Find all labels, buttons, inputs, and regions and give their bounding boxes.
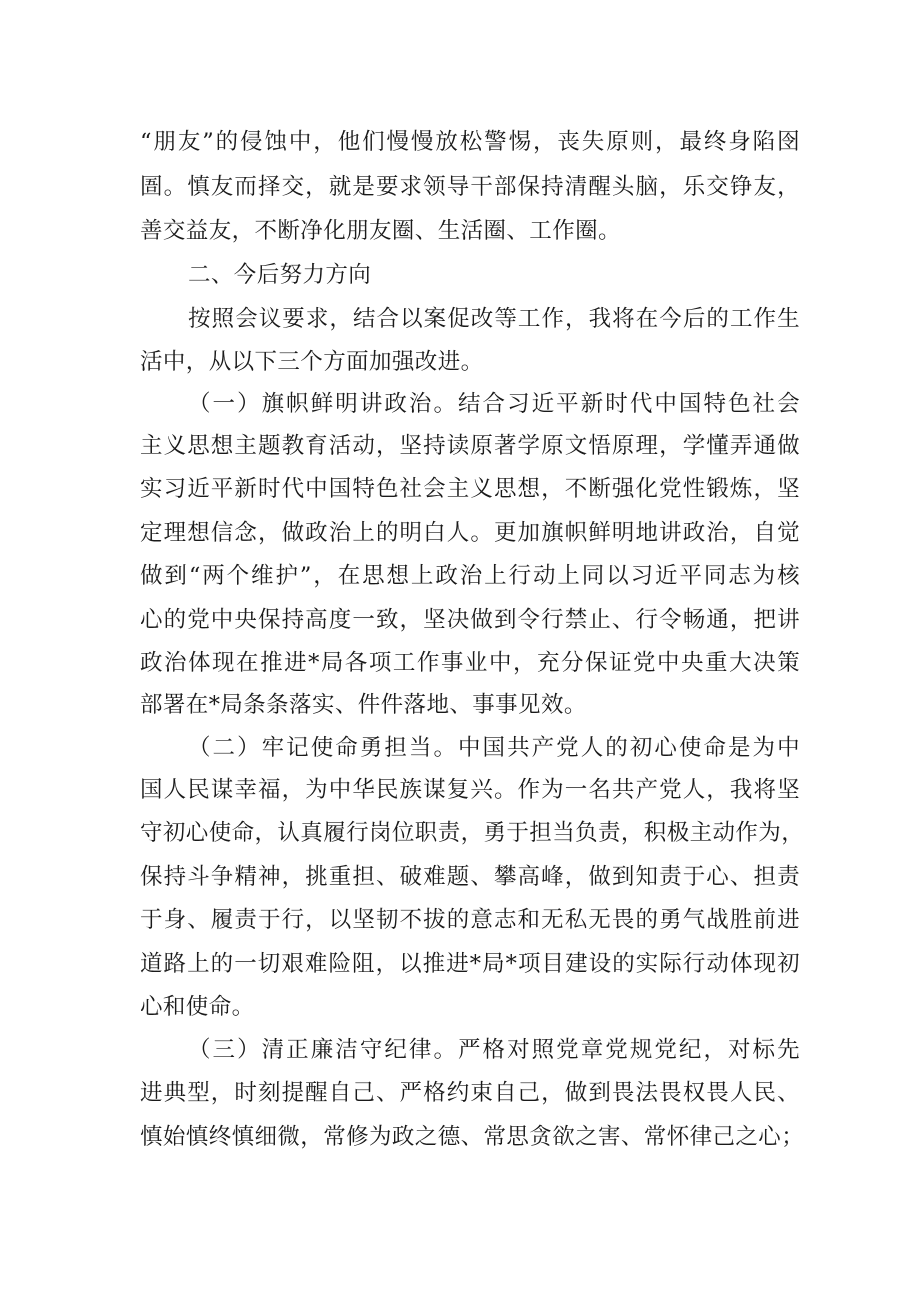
text-line: 政治体现在推进*局各项工作事业中，充分保证党中央重大决策 [140, 650, 800, 676]
text-line: 部署在*局条条落实、件件落地、事事见效。 [140, 692, 587, 718]
text-line: 心和使命。 [140, 994, 255, 1020]
text-line: （三）清正廉洁守纪律。严格对照党章党规党纪，对标先 [188, 1037, 800, 1063]
text-line: “朋友”的侵蚀中，他们慢慢放松警惕，丧失原则，最终身陷囹 [140, 129, 800, 155]
text-line: 进典型，时刻提醒自己、严格约束自己，做到畏法畏权畏人民、 [140, 1080, 800, 1106]
text-line: 守初心使命，认真履行岗位职责，勇于担当负责，积极主动作为， [140, 820, 805, 846]
text-line: 实习近平新时代中国特色社会主义思想，不断强化党性锻炼，坚 [140, 476, 800, 502]
text-line: 道路上的一切艰难险阻，以推进*局*项目建设的实际行动体现初 [140, 951, 800, 977]
text-line: （一）旗帜鲜明讲政治。结合习近平新时代中国特色社会 [188, 391, 800, 417]
text-line: 慎始慎终慎细微，常修为政之德、常思贪欲之害、常怀律己之心； [140, 1124, 805, 1150]
text-line: 于身、履责于行，以坚韧不拔的意志和无私无畏的勇气战胜前进 [140, 907, 800, 933]
text-line: 活中，从以下三个方面加强改进。 [140, 349, 484, 375]
text-line: （二）牢记使命勇担当。中国共产党人的初心使命是为中 [188, 735, 800, 761]
text-line: 做到“两个维护”，在思想上政治上行动上同以习近平同志为核 [140, 563, 800, 589]
text-line: 定理想信念，做政治上的明白人。更加旗帜鲜明地讲政治，自觉 [140, 520, 800, 546]
text-line: 心的党中央保持高度一致，坚决做到令行禁止、行令畅通，把讲 [140, 607, 800, 633]
text-line: 善交益友，不断净化朋友圈、生活圈、工作圈。 [140, 218, 621, 244]
text-line: 圄。慎友而择交，就是要求领导干部保持清醒头脑，乐交铮友， [140, 174, 800, 200]
text-line: 按照会议要求，结合以案促改等工作，我将在今后的工作生 [188, 306, 800, 332]
text-line: 主义思想主题教育活动，坚持读原著学原文悟原理，学懂弄通做 [140, 433, 800, 459]
section-heading: 二、今后努力方向 [188, 262, 372, 288]
text-line: 保持斗争精神，挑重担、破难题、攀高峰，做到知责于心、担责 [140, 864, 800, 890]
text-line: 国人民谋幸福，为中华民族谋复兴。作为一名共产党人，我将坚 [140, 777, 800, 803]
